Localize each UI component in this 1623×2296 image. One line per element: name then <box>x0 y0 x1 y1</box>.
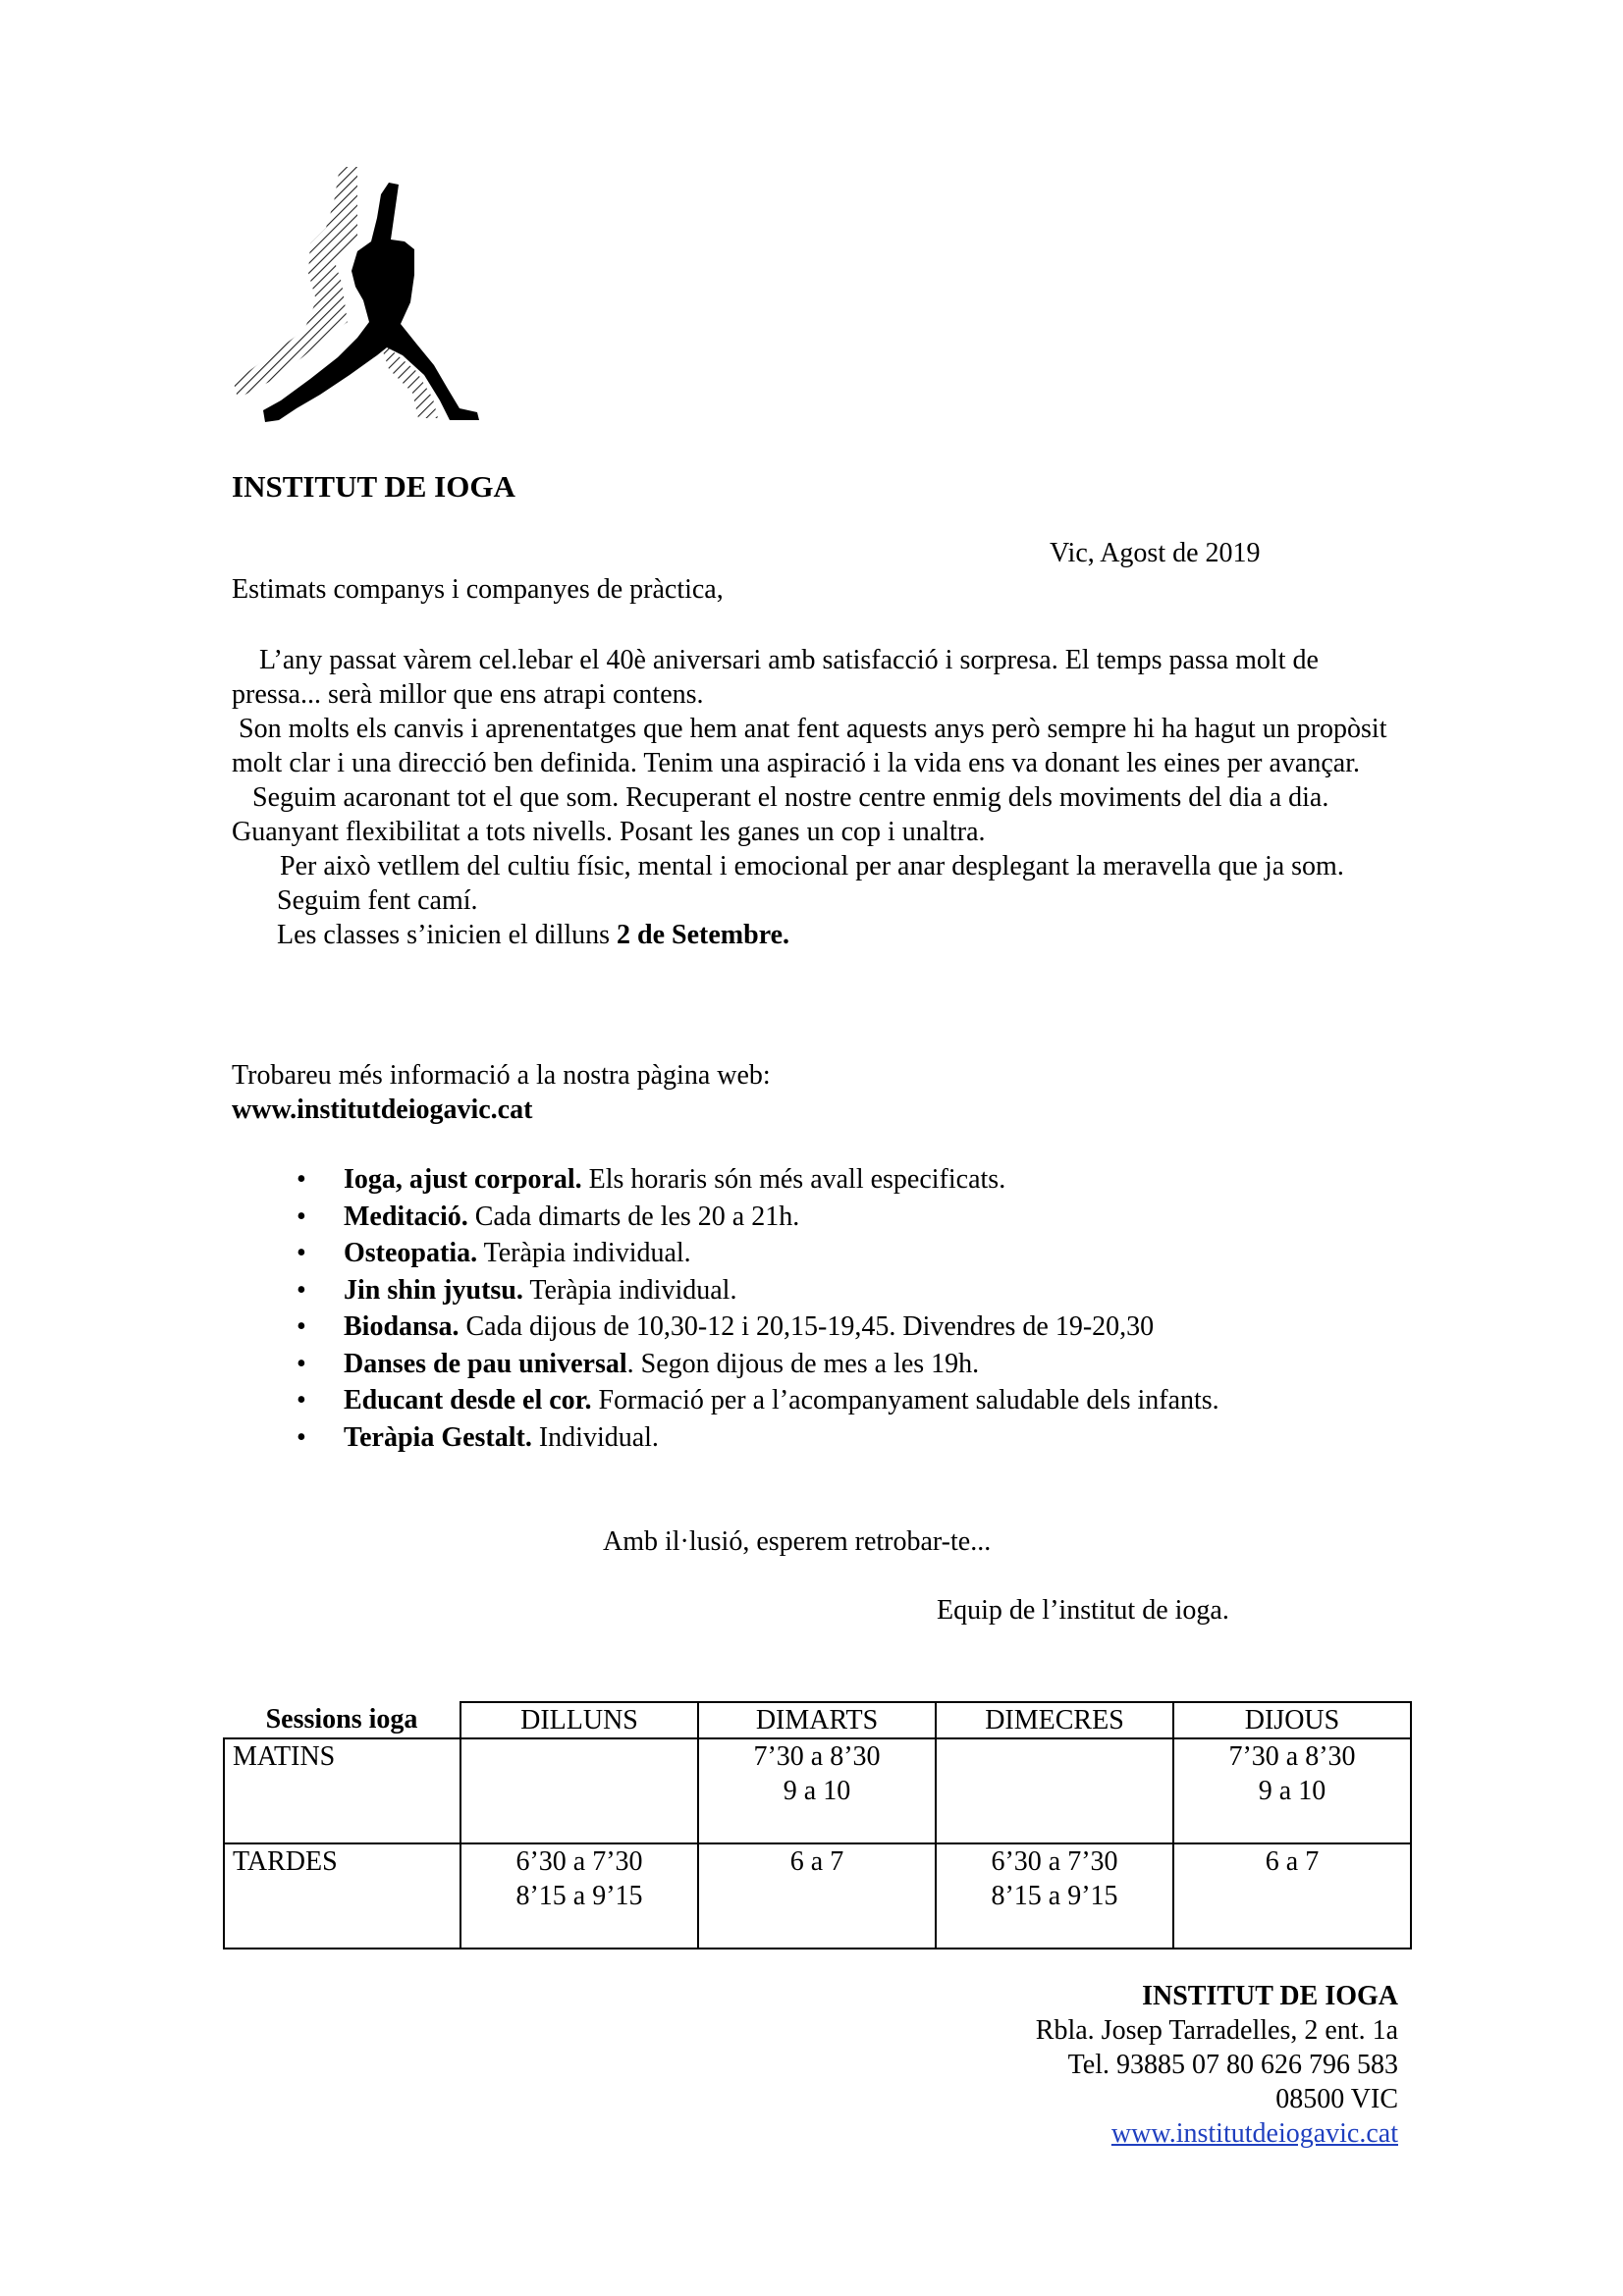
footer-website-link[interactable]: www.institutdeiogavic.cat <box>1110 2118 1398 2149</box>
letter-body <box>232 643 1410 952</box>
paragraph-1 <box>232 643 1410 712</box>
schedule-cell <box>936 1843 1173 1949</box>
schedule-cell <box>1173 1843 1411 1949</box>
schedule-cell <box>698 1738 936 1843</box>
organization-title: INSTITUT DE IOGA <box>232 469 515 504</box>
signature-line: Equip de l’institut de ioga. <box>937 1595 1229 1626</box>
service-description: Cada dijous de 10,30-12 i 20,15-19,45. Divendres de 19-20,30 <box>459 1311 1155 1342</box>
schedule-corner-label: Sessions ioga <box>224 1702 460 1738</box>
service-description: Els horaris són més avall especificats. <box>581 1164 1006 1195</box>
paragraph-3 <box>232 780 1410 849</box>
service-name: Ioga, ajust corporal. <box>344 1164 582 1195</box>
service-item <box>232 1272 1219 1309</box>
salutation: Estimats companys i companyes de pràctica, <box>232 574 724 605</box>
session-period-label: MATINS <box>224 1738 460 1843</box>
place-and-date: Vic, Agost de 2019 <box>1050 538 1261 568</box>
service-item <box>232 1419 1219 1457</box>
bullet-icon: • <box>297 1348 306 1379</box>
bullet-icon: • <box>297 1385 306 1415</box>
closing-line: Amb il·lusió, esperem retrobar-te... <box>603 1526 992 1557</box>
service-description: Cada dimarts de les 20 a 21h. <box>467 1201 800 1232</box>
service-name: Biodansa. <box>344 1311 460 1342</box>
yoga-pose-logo <box>232 165 497 430</box>
day-header: DILLUNS <box>460 1702 698 1738</box>
schedule-header-row <box>224 1702 1411 1738</box>
service-name: Meditació. <box>344 1201 468 1232</box>
paragraph-4 <box>232 849 1410 883</box>
footer-city: 08500 VIC <box>1275 2084 1398 2114</box>
service-item <box>232 1346 1219 1383</box>
session-time: 8’15 a 9’15 <box>515 1881 643 1911</box>
footer-address <box>1036 1979 1398 2151</box>
paragraph-2-text: Son molts els canvis i aprenentatges que hem anat fent aquests anys però sempre hi ha hagut un propòsit molt clar i una direcció ben definida. Tenim una aspiració i la vida ens va donant les eines per avançar. <box>232 714 1387 778</box>
web-intro: Trobareu més informació a la nostra pàgina web: <box>232 1060 771 1091</box>
services-list <box>232 1161 1219 1456</box>
paragraph-6 <box>232 918 1410 952</box>
schedule-cell <box>936 1738 1173 1843</box>
paragraph-6-text: Les classes s’inicien el dilluns <box>277 920 618 950</box>
paragraph-1-text: L’any passat vàrem cel.lebar el 40è aniversari amb satisfacció i sorpresa. El temps passa molt de pressa... serà millor que ens atrapi contens. <box>232 645 1319 710</box>
service-name: Danses de pau universal <box>344 1348 627 1379</box>
session-time: 9 a 10 <box>783 1776 851 1806</box>
session-time: 7’30 a 8’30 <box>1228 1741 1356 1772</box>
start-date: 2 de Setembre. <box>617 920 790 950</box>
paragraph-5 <box>232 883 1410 918</box>
website-link[interactable]: www.institutdeiogavic.cat <box>232 1095 533 1125</box>
session-time: 8’15 a 9’15 <box>991 1881 1118 1911</box>
bullet-icon: • <box>297 1164 306 1195</box>
session-time: 6’30 a 7’30 <box>991 1846 1118 1877</box>
figure-head <box>362 254 384 276</box>
service-description: Teràpia individual. <box>522 1274 737 1306</box>
bullet-icon: • <box>297 1311 306 1342</box>
service-name: Teràpia Gestalt. <box>344 1421 532 1453</box>
schedule-cell <box>460 1738 698 1843</box>
service-description: . Segon dijous de mes a les 19h. <box>626 1348 980 1379</box>
figure-silhouette <box>263 183 479 422</box>
schedule-cell <box>460 1843 698 1949</box>
bullet-icon: • <box>297 1421 306 1453</box>
bullet-icon: • <box>297 1201 306 1232</box>
schedule-row <box>224 1843 1411 1949</box>
footer-street: Rbla. Josep Tarradelles, 2 ent. 1a <box>1035 2015 1398 2046</box>
footer-org-name: INSTITUT DE IOGA <box>1142 1981 1398 2011</box>
footer-phone: Tel. 93885 07 80 626 796 583 <box>1067 2050 1398 2080</box>
bullet-icon: • <box>297 1238 306 1268</box>
service-item <box>232 1308 1219 1346</box>
session-time: 9 a 10 <box>1258 1776 1326 1806</box>
session-time: 7’30 a 8’30 <box>753 1741 881 1772</box>
service-description: Teràpia individual. <box>477 1238 691 1268</box>
bullet-icon: • <box>297 1274 306 1306</box>
service-item <box>232 1382 1219 1419</box>
service-item <box>232 1235 1219 1272</box>
paragraph-4-text: Per això vetllem del cultiu físic, mental i emocional per anar desplegant la meravella que ja som. <box>280 851 1344 881</box>
schedule-row <box>224 1738 1411 1843</box>
service-name: Educant desde el cor. <box>344 1385 592 1415</box>
service-name: Osteopatia. <box>344 1238 478 1268</box>
paragraph-3-text: Seguim acaronant tot el que som. Recuperant el nostre centre enmig dels moviments del dia a dia. Guanyant flexibilitat a tots nivells. Posant les ganes un cop i unaltra. <box>232 782 1329 847</box>
session-time: 6’30 a 7’30 <box>515 1846 643 1877</box>
day-header: DIMECRES <box>936 1702 1173 1738</box>
session-time: 6 a 7 <box>1265 1846 1320 1877</box>
service-name: Jin shin jyutsu. <box>344 1274 523 1306</box>
service-item <box>232 1199 1219 1236</box>
day-header: DIMARTS <box>698 1702 936 1738</box>
service-item <box>232 1161 1219 1199</box>
schedule-cell <box>1173 1738 1411 1843</box>
paragraph-5-text: Seguim fent camí. <box>277 885 478 916</box>
day-header: DIJOUS <box>1173 1702 1411 1738</box>
service-description: Individual. <box>531 1421 659 1453</box>
session-time: 6 a 7 <box>789 1846 844 1877</box>
service-description: Formació per a l’acompanyament saludable dels infants. <box>591 1385 1219 1415</box>
paragraph-2 <box>232 712 1410 780</box>
session-period-label: TARDES <box>224 1843 460 1949</box>
web-info <box>232 1058 771 1127</box>
schedule-cell <box>698 1843 936 1949</box>
yoga-schedule-table <box>223 1701 1412 1949</box>
